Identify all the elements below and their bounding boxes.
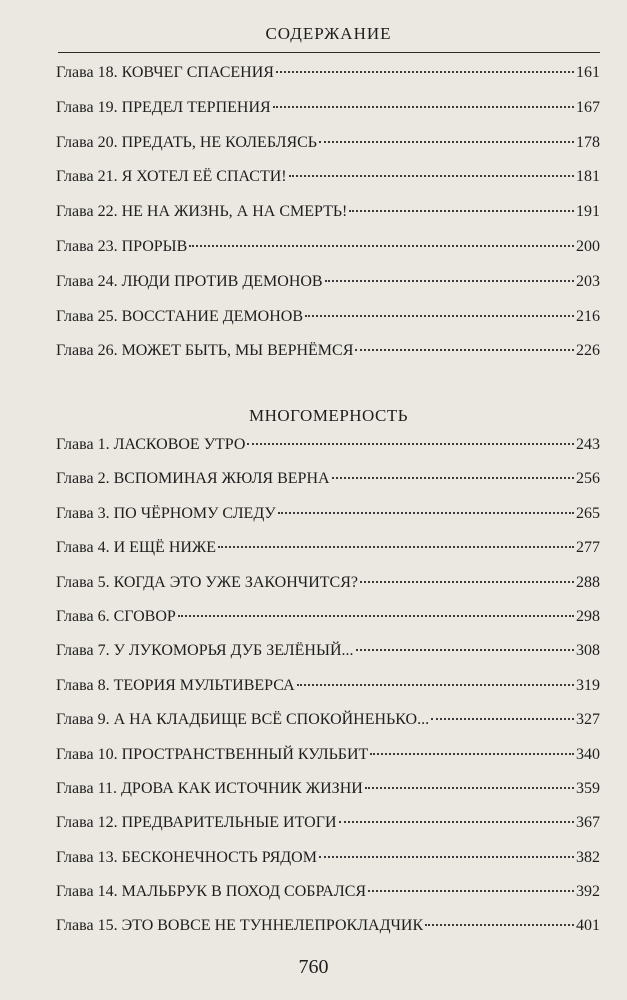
toc-entry-title: Глава 5. КОГДА ЭТО УЖЕ ЗАКОНЧИТСЯ? xyxy=(56,573,358,591)
toc-entry-title: Глава 20. ПРЕДАТЬ, НЕ КОЛЕБЛЯСЬ xyxy=(56,133,317,151)
toc-entry-page: 200 xyxy=(576,237,600,255)
toc-entry-title: Глава 24. ЛЮДИ ПРОТИВ ДЕМОНОВ xyxy=(56,272,323,290)
toc-entry xyxy=(56,539,600,573)
dot-leader xyxy=(276,70,574,73)
toc-entry-page: 401 xyxy=(576,917,600,935)
toc-entry-page: 382 xyxy=(576,848,600,866)
toc-entry-page: 181 xyxy=(576,168,600,186)
toc-entry-page: 298 xyxy=(576,607,600,625)
toc-entry xyxy=(56,99,600,134)
toc-entry-title: Глава 14. МАЛЬБРУК В ПОХОД СОБРАЛСЯ xyxy=(56,883,367,901)
toc-entry-title: Глава 3. ПО ЧЁРНОМУ СЛЕДУ xyxy=(56,504,276,522)
toc-entry xyxy=(56,470,600,504)
dot-leader xyxy=(297,683,574,686)
toc-list-part2 xyxy=(56,436,600,952)
toc-entry-title: Глава 2. ВСПОМИНАЯ ЖЮЛЯ ВЕРНА xyxy=(56,470,330,488)
toc-entry xyxy=(56,436,600,470)
toc-entry xyxy=(56,64,600,99)
toc-entry xyxy=(56,677,600,711)
toc-entry xyxy=(56,883,600,917)
toc-entry-title: Глава 26. МОЖЕТ БЫТЬ, МЫ ВЕРНЁМСЯ xyxy=(56,342,354,360)
toc-entry xyxy=(56,608,600,642)
toc-entry-page: 392 xyxy=(576,883,600,901)
dot-leader xyxy=(365,786,574,789)
toc-entry-page: 203 xyxy=(576,272,600,290)
toc-entry xyxy=(56,780,600,814)
page-header: СОДЕРЖАНИЕ xyxy=(265,24,392,43)
toc-entry-page: 265 xyxy=(576,504,600,522)
dot-leader xyxy=(425,923,574,926)
toc-entry xyxy=(56,273,600,308)
dot-leader xyxy=(368,889,574,892)
toc-entry-title: Глава 6. СГОВОР xyxy=(56,607,176,625)
toc-entry xyxy=(56,746,600,780)
toc-entry xyxy=(56,505,600,539)
dot-leader xyxy=(289,174,574,177)
toc-entry xyxy=(56,238,600,273)
page-number: 760 xyxy=(298,956,329,978)
toc-entry-page: 243 xyxy=(576,436,600,453)
toc-entry-page: 178 xyxy=(576,133,600,151)
toc-entry-page: 359 xyxy=(576,779,600,797)
toc-entry xyxy=(56,203,600,238)
toc-entry-page: 256 xyxy=(576,470,600,488)
toc-entry-title: Глава 19. ПРЕДЕЛ ТЕРПЕНИЯ xyxy=(56,98,271,116)
toc-entry-title: Глава 7. У ЛУКОМОРЬЯ ДУБ ЗЕЛЁНЫЙ... xyxy=(56,642,354,660)
toc-entry-page: 288 xyxy=(576,573,600,591)
toc-entry-page: 277 xyxy=(576,539,600,557)
toc-entry-title: Глава 21. Я ХОТЕЛ ЕЁ СПАСТИ! xyxy=(56,168,287,186)
dot-leader xyxy=(349,209,574,212)
toc-entry-page: 340 xyxy=(576,745,600,763)
header-rule xyxy=(58,52,600,53)
toc-entry-page: 216 xyxy=(576,307,600,325)
toc-entry-title: Глава 22. НЕ НА ЖИЗНЬ, А НА СМЕРТЬ! xyxy=(56,203,348,221)
dot-leader xyxy=(189,244,574,247)
toc-entry-title: Глава 4. И ЕЩЁ НИЖЕ xyxy=(56,539,217,557)
toc-entry-title: Глава 12. ПРЕДВАРИТЕЛЬНЫЕ ИТОГИ xyxy=(56,814,337,832)
section-title: МНОГОМЕРНОСТЬ xyxy=(248,406,409,425)
dot-leader xyxy=(319,140,574,143)
toc-entry-page: 161 xyxy=(576,64,600,81)
toc-entry xyxy=(56,134,600,169)
dot-leader xyxy=(431,717,574,720)
dot-leader xyxy=(218,545,574,548)
toc-entry xyxy=(56,574,600,608)
dot-leader xyxy=(178,614,574,617)
toc-entry xyxy=(56,342,600,377)
dot-leader xyxy=(278,511,574,514)
toc-entry-page: 327 xyxy=(576,711,600,729)
dot-leader xyxy=(273,105,574,108)
toc-entry-page: 167 xyxy=(576,98,600,116)
dot-leader xyxy=(247,442,574,445)
dot-leader xyxy=(356,648,575,651)
toc-entry xyxy=(56,308,600,343)
toc-entry xyxy=(56,711,600,745)
toc-entry xyxy=(56,917,600,951)
toc-entry-title: Глава 13. БЕСКОНЕЧНОСТЬ РЯДОМ xyxy=(56,848,317,866)
toc-entry-page: 367 xyxy=(576,814,600,832)
dot-leader xyxy=(360,580,574,583)
toc-entry-title: Глава 23. ПРОРЫВ xyxy=(56,237,188,255)
toc-entry-title: Глава 15. ЭТО ВОВСЕ НЕ ТУННЕЛЕПРОКЛАДЧИК xyxy=(56,917,424,935)
toc-entry-page: 226 xyxy=(576,342,600,360)
toc-entry xyxy=(56,849,600,883)
toc-entry-page: 308 xyxy=(576,642,600,660)
dot-leader xyxy=(305,314,574,317)
toc-entry-page: 319 xyxy=(576,676,600,694)
toc-entry-title: Глава 1. ЛАСКОВОЕ УТРО xyxy=(56,436,246,453)
toc-entry-title: Глава 25. ВОССТАНИЕ ДЕМОНОВ xyxy=(56,307,304,325)
dot-leader xyxy=(370,752,574,755)
toc-entry-title: Глава 18. КОВЧЕГ СПАСЕНИЯ xyxy=(56,64,274,81)
toc-entry xyxy=(56,642,600,676)
dot-leader xyxy=(319,855,574,858)
toc-entry xyxy=(56,814,600,848)
dot-leader xyxy=(355,348,574,351)
dot-leader xyxy=(325,279,574,282)
toc-entry-title: Глава 11. ДРОВА КАК ИСТОЧНИК ЖИЗНИ xyxy=(56,779,363,797)
toc-entry-title: Глава 9. А НА КЛАДБИЩЕ ВСЁ СПОКОЙНЕНЬКО... xyxy=(56,711,430,729)
toc-entry-title: Глава 10. ПРОСТРАНСТВЕННЫЙ КУЛЬБИТ xyxy=(56,745,369,763)
toc-entry xyxy=(56,168,600,203)
toc-list-part1 xyxy=(56,64,600,377)
dot-leader xyxy=(339,820,574,823)
toc-entry-title: Глава 8. ТЕОРИЯ МУЛЬТИВЕРСА xyxy=(56,676,295,694)
toc-entry-page: 191 xyxy=(576,203,600,221)
dot-leader xyxy=(332,476,574,479)
